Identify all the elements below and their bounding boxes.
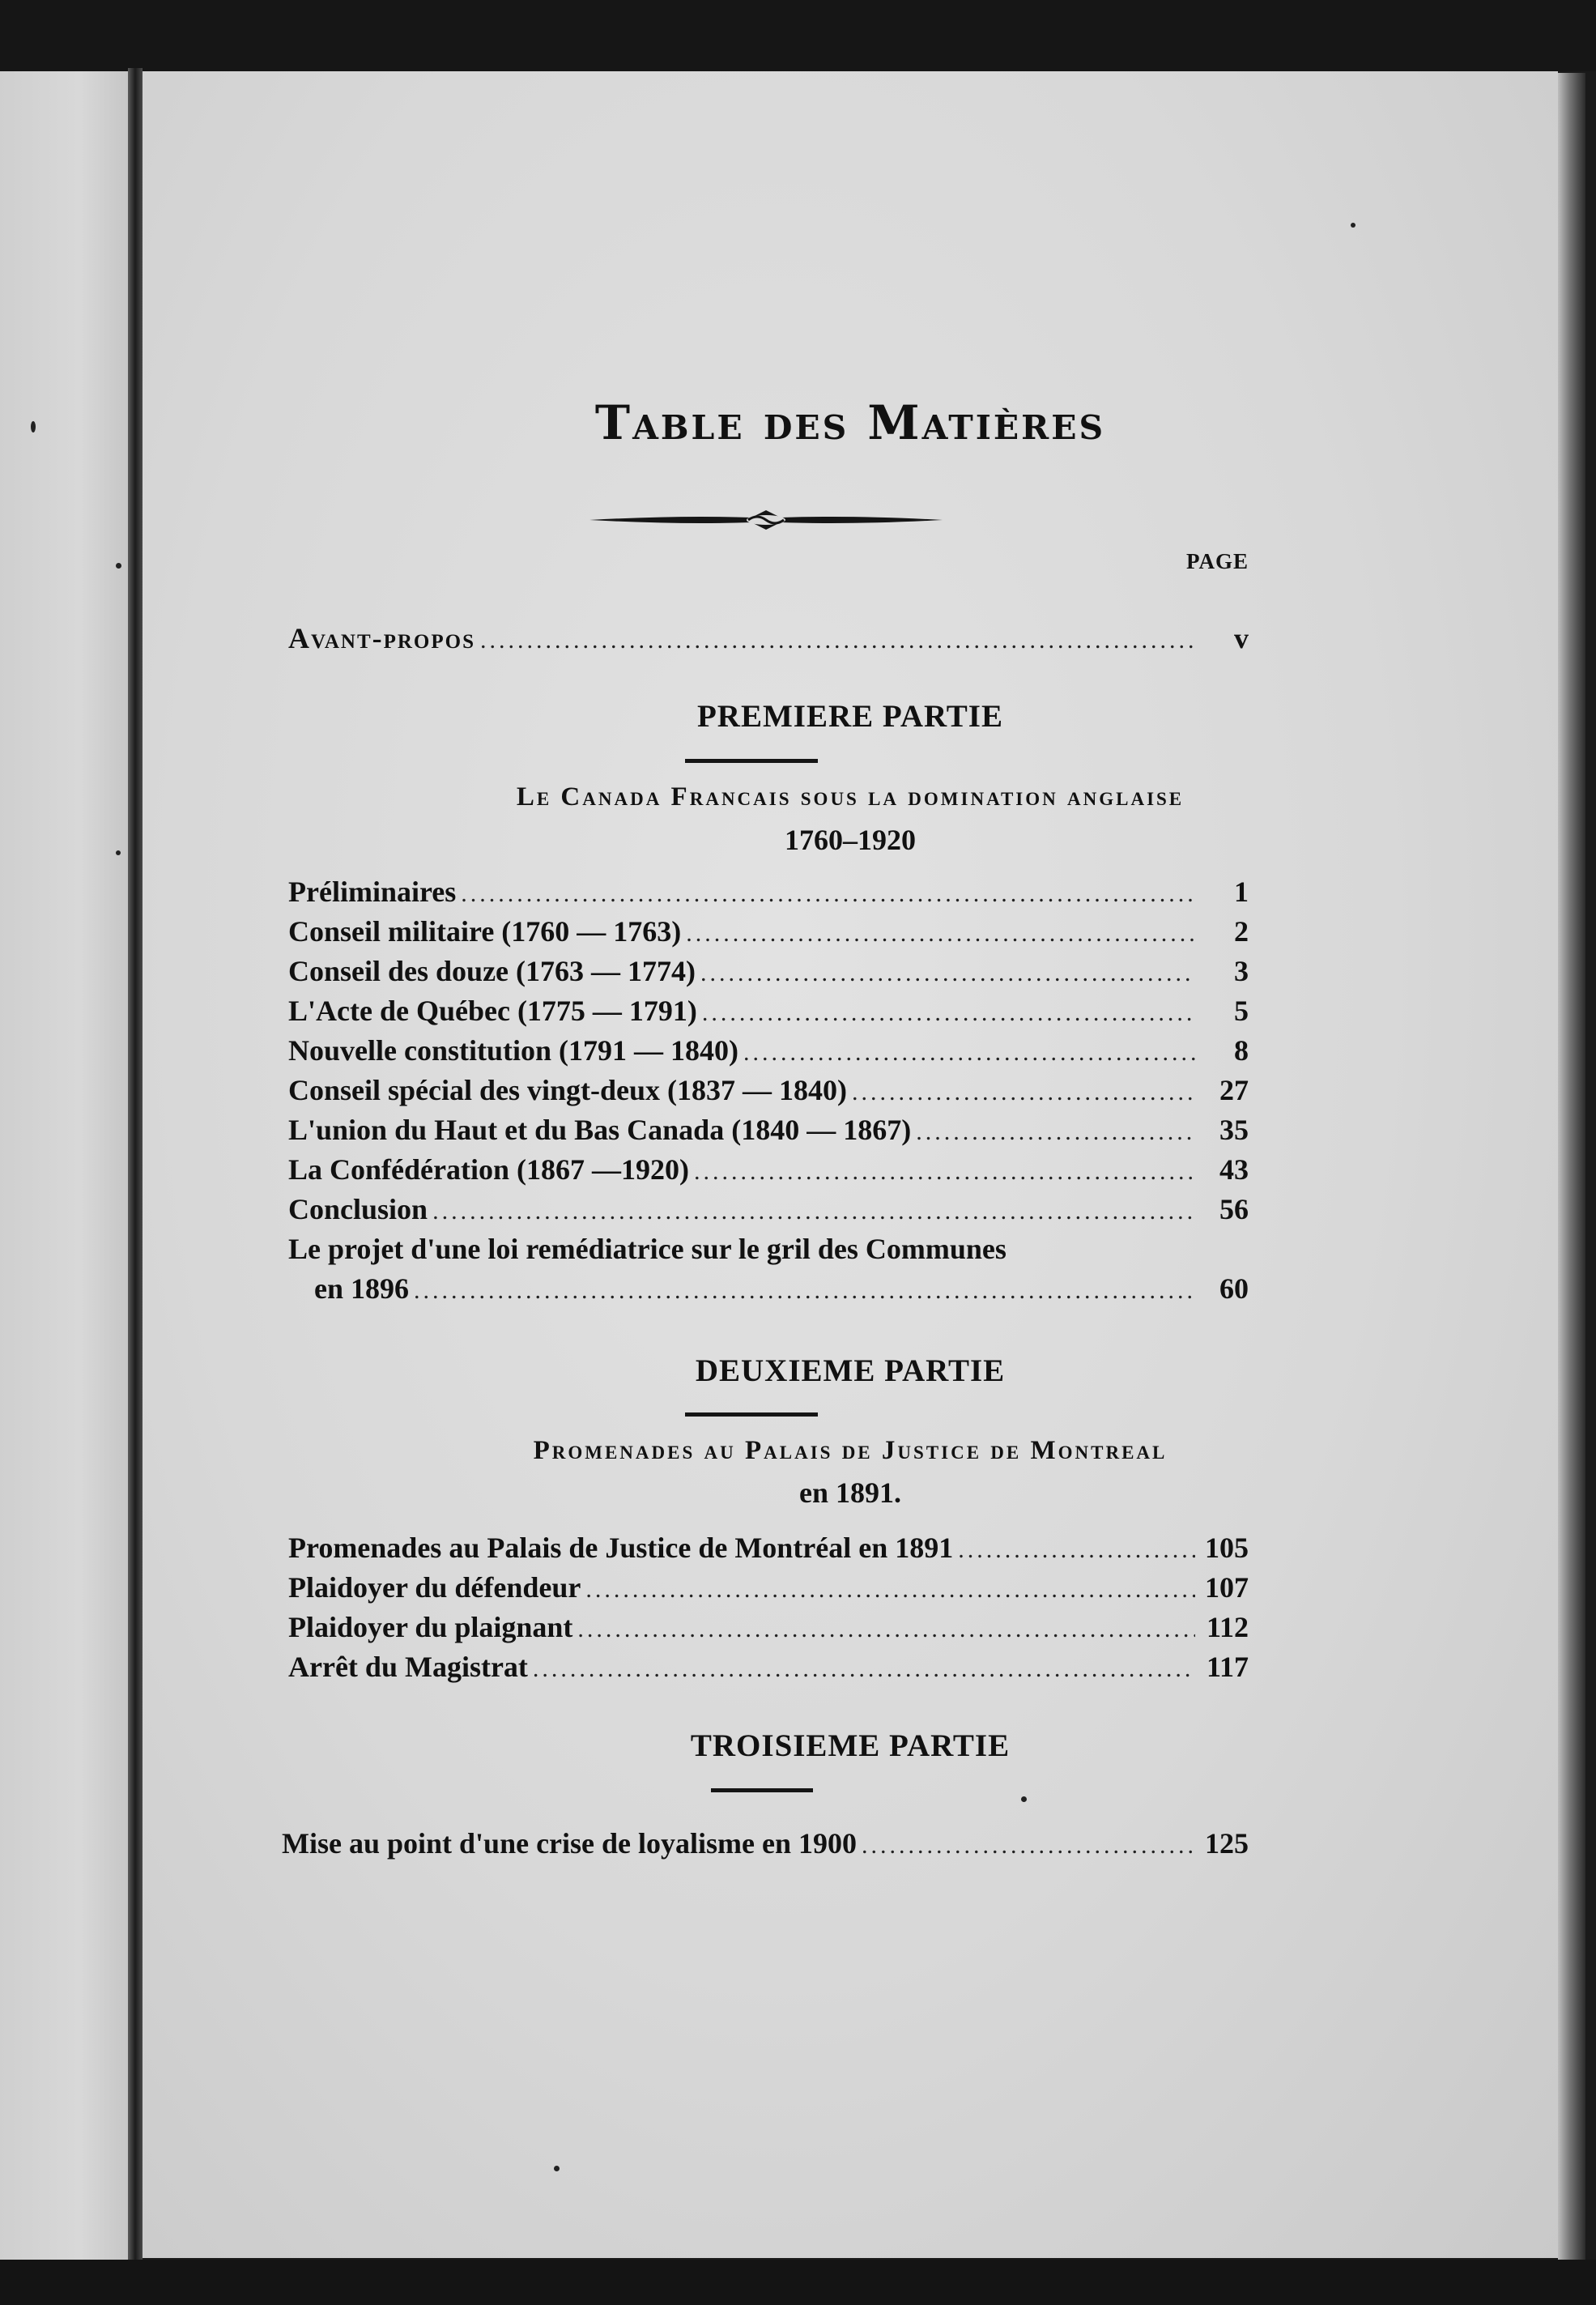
toc-entry [314,1272,1249,1310]
leader-dots [533,1655,1195,1683]
toc-entry-page: 27 [1219,1074,1249,1106]
toc-entry-page: 8 [1234,1034,1249,1067]
scan-top-border [0,0,1596,71]
toc-entry-page: 1 [1234,876,1249,908]
part-1-rule [685,759,818,763]
toc-entry-label: Promenades au Palais de Justice de Montréal en 1891 [288,1532,954,1564]
toc-entry [288,1152,1249,1191]
toc-entry-page: 35 [1219,1114,1249,1146]
scan-speck [1021,1796,1027,1802]
toc-entry-page: 2 [1234,915,1249,948]
toc-entry-label: Conseil des douze (1763 — 1774) [288,955,696,987]
part-2-subtitle: Promenades au Palais de Justice de Montreal [533,1436,1168,1465]
page-right-edge [1558,73,1585,2260]
toc-entry [288,1570,1249,1609]
leader-dots [686,920,1195,948]
part-title-1: PREMIERE PARTIE [696,699,1004,734]
toc-entry [288,1192,1249,1231]
toc-entry-page: v [1234,622,1249,654]
leader-dots [700,960,1195,987]
toc-entry-page: 125 [1205,1827,1249,1860]
leader-dots [852,1079,1195,1106]
ornament-icon [589,504,943,536]
part-3-rule [711,1788,813,1792]
leader-dots [694,1158,1195,1186]
page-column-header: PAGE [1186,549,1249,573]
toc-entry [282,1826,1249,1865]
toc-entry-label: Nouvelle constitution (1791 — 1840) [288,1034,738,1067]
leader-dots [958,1536,1195,1564]
scan-speck [31,421,36,432]
toc-entry-label: Avant-propos [288,622,475,654]
leader-dots [585,1576,1195,1604]
leader-dots [461,880,1195,908]
facing-page-edge [0,71,134,2260]
part-2-dates: en 1891. [799,1476,901,1509]
toc-entry [288,1113,1249,1152]
toc-entry-page: 107 [1205,1571,1249,1604]
toc-entry [288,994,1249,1033]
leader-dots [862,1832,1195,1860]
toc-entry-label: Préliminaires [288,876,457,908]
leader-dots [414,1277,1195,1305]
toc-entry-label: Arrêt du Magistrat [288,1651,528,1683]
scan-speck [116,850,121,855]
toc-entry-label: Plaidoyer du plaignant [288,1611,573,1643]
leader-dots [577,1616,1195,1643]
toc-entry [288,1033,1249,1072]
toc-entry-label-line1: Le projet d'une loi remédiatrice sur le gril des Communes [288,1233,1007,1265]
part-1-dates: 1760–1920 [785,824,916,856]
toc-entry-label: Conseil spécial des vingt-deux (1837 — 1840) [288,1074,848,1106]
toc-entry-page: 117 [1206,1651,1249,1683]
toc-entry [288,914,1249,953]
scan-speck [1351,223,1356,228]
toc-entry-avant-propos [288,621,1249,660]
toc-entry-label: L'Acte de Québec (1775 — 1791) [288,995,697,1027]
toc-entry [288,1073,1249,1112]
toc-entry-page: 43 [1219,1153,1249,1186]
leader-dots [432,1198,1195,1225]
toc-entry-page: 112 [1206,1611,1249,1643]
toc-entry-label: Plaidoyer du défendeur [288,1571,581,1604]
binding-fold [128,68,143,2263]
toc-entry-label: Mise au point d'une crise de loyalisme en 1900 [282,1827,857,1860]
scan-speck [554,2166,560,2171]
toc-entry-label: Conseil militaire (1760 — 1763) [288,915,682,948]
leader-dots [480,627,1195,654]
scan-bottom-border [0,2260,1596,2305]
toc-entry-label: en 1896 [314,1272,409,1305]
part-1-subtitle: Le Canada Francais sous la domination anglaise [516,782,1185,812]
leader-dots [916,1118,1195,1146]
part-title-3: TROISIEME PARTIE [690,1728,1011,1763]
scan-speck [116,563,121,569]
part-title-2: DEUXIEME PARTIE [695,1353,1006,1388]
toc-entry-page: 56 [1219,1193,1249,1225]
page-title: Table des Matières [594,395,1106,450]
leader-dots [743,1039,1195,1067]
toc-entry-label: Conclusion [288,1193,428,1225]
toc-entry [288,1531,1249,1570]
toc-entry [288,875,1249,914]
part-2-rule [685,1412,818,1417]
toc-entry [288,1650,1249,1689]
toc-entry [288,1610,1249,1649]
toc-entry-label: La Confédération (1867 —1920) [288,1153,689,1186]
toc-entry-page: 105 [1205,1532,1249,1564]
leader-dots [702,999,1195,1027]
toc-entry-label: L'union du Haut et du Bas Canada (1840 — 1867) [288,1114,912,1146]
toc-entry [288,954,1249,993]
toc-entry-page: 5 [1234,995,1249,1027]
toc-entry-page: 60 [1219,1272,1249,1305]
toc-entry-page: 3 [1234,955,1249,987]
